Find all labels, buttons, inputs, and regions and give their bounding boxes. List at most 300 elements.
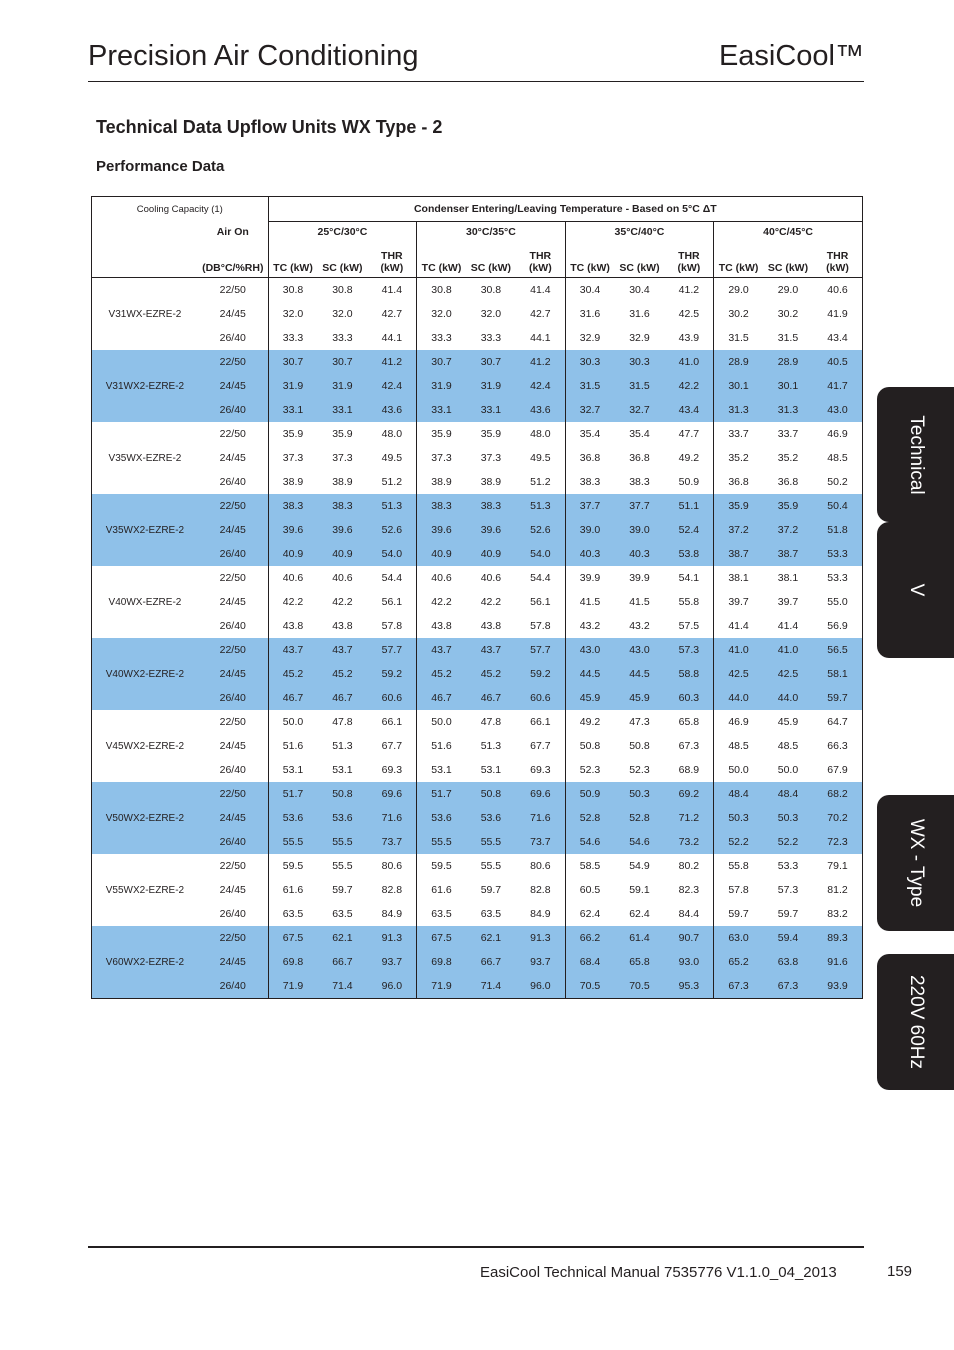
side-tab-220v-60hz[interactable] — [877, 954, 954, 1090]
value-cell: 31.9 — [268, 374, 317, 398]
value-cell: 50.0 — [417, 710, 466, 734]
value-cell: 39.0 — [614, 518, 664, 542]
value-cell: 40.5 — [813, 350, 862, 374]
value-cell: 30.3 — [565, 350, 614, 374]
model-name-cell: V45WX2-EZRE-2 — [105, 740, 185, 752]
value-cell: 61.6 — [268, 878, 317, 902]
value-cell: 53.1 — [268, 758, 317, 782]
value-cell: 33.1 — [268, 398, 317, 422]
value-cell: 67.5 — [417, 926, 466, 950]
table-row — [92, 638, 863, 662]
value-cell: 45.2 — [317, 662, 367, 686]
value-cell: 62.1 — [466, 926, 516, 950]
value-cell: 48.0 — [530, 428, 551, 440]
header-divider — [88, 81, 864, 82]
value-cell: 31.9 — [466, 374, 516, 398]
table-row — [92, 878, 863, 902]
value-cell: 59.7 — [714, 902, 763, 926]
value-cell: 35.9 — [417, 422, 466, 446]
value-cell: 42.4 — [516, 374, 565, 398]
value-cell: 33.1 — [466, 398, 516, 422]
value-cell: 53.6 — [466, 806, 516, 830]
value-cell: 54.4 — [530, 572, 551, 584]
value-cell: 61.6 — [417, 878, 466, 902]
side-tab-wx-type[interactable] — [877, 795, 954, 931]
model-name-cell: V40WX2-EZRE-2 — [92, 638, 198, 710]
value-cell: 38.3 — [317, 494, 367, 518]
value-cell: 73.2 — [665, 830, 714, 854]
value-cell: 67.7 — [381, 740, 403, 752]
value-cell: 52.3 — [565, 758, 614, 782]
value-cell: 48.4 — [714, 782, 763, 806]
value-cell: 53.6 — [317, 806, 367, 830]
value-cell: 55.5 — [268, 830, 317, 854]
air-on-cell: 26/40 — [198, 398, 268, 422]
value-cell: 32.7 — [565, 398, 614, 422]
value-cell: 50.3 — [763, 806, 813, 830]
value-cell: 41.7 — [813, 374, 862, 398]
value-cell: 43.8 — [332, 620, 353, 632]
value-cell: 48.4 — [763, 782, 813, 806]
air-on-cell: 26/40 — [198, 830, 268, 854]
table-row — [92, 326, 863, 350]
value-cell: 57.7 — [516, 638, 565, 662]
footer-text: EasiCool Technical Manual 7535776 V1.1.0_04_2013 — [480, 1264, 837, 1281]
air-on-cell: 22/50 — [198, 782, 268, 806]
value-cell: 40.6 — [268, 566, 317, 590]
value-cell: 84.4 — [678, 908, 700, 920]
temp-group-header: 40°C/45°C — [714, 222, 863, 243]
value-cell: 60.6 — [516, 686, 565, 710]
value-cell: 46.9 — [827, 428, 848, 440]
side-tab-label: Technical — [905, 414, 927, 495]
value-cell: 36.8 — [565, 446, 614, 470]
table-row — [92, 926, 863, 950]
model-name-cell: V50WX2-EZRE-2 — [92, 782, 198, 854]
value-cell: 63.8 — [763, 950, 813, 974]
model-name-cell: V55WX2-EZRE-2 — [105, 884, 185, 896]
value-cell: 41.5 — [629, 596, 650, 608]
col-thr: THR (kW) — [826, 250, 849, 274]
value-cell: 71.2 — [665, 806, 714, 830]
value-cell: 45.9 — [614, 686, 664, 710]
value-cell: 63.5 — [332, 908, 353, 920]
value-cell: 40.6 — [827, 284, 848, 296]
value-cell: 41.0 — [714, 638, 763, 662]
value-cell: 35.9 — [714, 494, 763, 518]
air-on-cell: 22/50 — [198, 350, 268, 374]
value-cell: 69.6 — [516, 782, 565, 806]
value-cell: 28.9 — [714, 350, 763, 374]
value-cell: 52.3 — [629, 764, 650, 776]
value-cell: 30.8 — [480, 284, 502, 296]
value-cell: 59.7 — [813, 686, 862, 710]
table-row — [92, 614, 863, 638]
table-row — [92, 806, 863, 830]
value-cell: 33.3 — [480, 332, 502, 344]
value-cell: 53.6 — [417, 806, 466, 830]
value-cell: 42.5 — [714, 662, 763, 686]
air-on-cell: 24/45 — [198, 806, 268, 830]
value-cell: 31.6 — [629, 308, 650, 320]
air-on-cell: 22/50 — [219, 572, 246, 584]
value-cell: 52.4 — [665, 518, 714, 542]
value-cell: 51.3 — [368, 494, 417, 518]
value-cell: 44.5 — [565, 662, 614, 686]
value-cell: 53.1 — [480, 764, 502, 776]
table-row — [92, 710, 863, 734]
value-cell: 35.9 — [763, 494, 813, 518]
value-cell: 66.3 — [827, 740, 848, 752]
value-cell: 42.7 — [530, 308, 551, 320]
value-cell: 80.2 — [678, 860, 700, 872]
value-cell: 33.1 — [417, 398, 466, 422]
value-cell: 53.1 — [332, 764, 353, 776]
value-cell: 56.9 — [827, 620, 848, 632]
table-row — [92, 446, 863, 470]
value-cell: 43.2 — [565, 614, 614, 638]
value-cell: 55.8 — [678, 596, 700, 608]
value-cell: 31.5 — [714, 326, 763, 350]
table-row — [92, 494, 863, 518]
air-on-cell: 24/45 — [219, 452, 246, 464]
value-cell: 38.3 — [417, 494, 466, 518]
table-row — [92, 374, 863, 398]
value-cell: 39.9 — [565, 566, 614, 590]
value-cell: 37.3 — [332, 452, 353, 464]
value-cell: 58.1 — [813, 662, 862, 686]
table-row — [92, 782, 863, 806]
value-cell: 35.2 — [714, 446, 763, 470]
value-cell: 93.9 — [813, 974, 862, 999]
value-cell: 32.9 — [565, 326, 614, 350]
value-cell: 39.7 — [777, 596, 799, 608]
table-row — [92, 974, 863, 999]
value-cell: 35.9 — [268, 422, 317, 446]
model-name-cell: V35WX2-EZRE-2 — [92, 494, 198, 566]
value-cell: 62.4 — [565, 902, 614, 926]
col-tc: TC (kW) — [714, 242, 763, 278]
value-cell: 68.9 — [678, 764, 700, 776]
section-title: Technical Data Upflow Units WX Type - 2 — [96, 117, 443, 137]
value-cell: 82.8 — [381, 884, 403, 896]
value-cell: 67.9 — [827, 764, 848, 776]
air-on-cell: 22/50 — [219, 860, 246, 872]
value-cell: 45.2 — [466, 662, 516, 686]
table-row — [92, 302, 863, 326]
table-row — [92, 902, 863, 926]
value-cell: 40.9 — [268, 542, 317, 566]
value-cell: 28.9 — [763, 350, 813, 374]
value-cell: 67.3 — [678, 740, 700, 752]
value-cell: 55.5 — [417, 830, 466, 854]
model-name-cell: V60WX2-EZRE-2 — [92, 926, 198, 999]
air-on-cell: 26/40 — [219, 332, 246, 344]
value-cell: 36.8 — [714, 470, 763, 494]
value-cell: 40.9 — [466, 542, 516, 566]
value-cell: 67.3 — [714, 974, 763, 999]
value-cell: 65.8 — [678, 716, 700, 728]
value-cell: 51.2 — [530, 476, 551, 488]
value-cell: 65.8 — [614, 950, 664, 974]
value-cell: 55.0 — [827, 596, 848, 608]
value-cell: 63.0 — [714, 926, 763, 950]
value-cell: 44.5 — [614, 662, 664, 686]
value-cell: 71.4 — [466, 974, 516, 999]
value-cell: 57.7 — [368, 638, 417, 662]
value-cell: 82.8 — [530, 884, 551, 896]
value-cell: 35.4 — [565, 422, 614, 446]
value-cell: 59.1 — [629, 884, 650, 896]
value-cell: 42.5 — [763, 662, 813, 686]
air-on-cell: 26/40 — [198, 974, 268, 999]
value-cell: 66.7 — [466, 950, 516, 974]
col-thr: THR (kW) — [528, 250, 552, 274]
value-cell: 51.3 — [332, 740, 353, 752]
value-cell: 52.6 — [368, 518, 417, 542]
value-cell: 91.3 — [516, 926, 565, 950]
value-cell: 42.2 — [665, 374, 714, 398]
value-cell: 63.5 — [417, 902, 466, 926]
value-cell: 39.6 — [466, 518, 516, 542]
side-tab-v[interactable] — [877, 522, 954, 658]
value-cell: 91.6 — [813, 950, 862, 974]
col-sc: SC (kW) — [470, 262, 512, 274]
air-on-cell: 24/45 — [219, 596, 246, 608]
value-cell: 51.6 — [417, 734, 466, 758]
value-cell: 37.7 — [614, 494, 664, 518]
value-cell: 55.5 — [466, 830, 516, 854]
value-cell: 54.4 — [381, 572, 403, 584]
table-row — [92, 686, 863, 710]
air-on-cell: 26/40 — [219, 908, 246, 920]
value-cell: 36.8 — [777, 476, 799, 488]
value-cell: 53.3 — [777, 860, 799, 872]
value-cell: 43.4 — [827, 332, 848, 344]
value-cell: 54.6 — [565, 830, 614, 854]
page-header-title: Precision Air Conditioning — [88, 40, 419, 72]
side-tab-label: V — [905, 583, 927, 597]
value-cell: 30.4 — [565, 278, 614, 303]
value-cell: 81.2 — [827, 884, 848, 896]
air-on-cell: 22/50 — [198, 926, 268, 950]
value-cell: 42.2 — [332, 596, 353, 608]
value-cell: 51.8 — [813, 518, 862, 542]
value-cell: 67.5 — [268, 926, 317, 950]
value-cell: 39.6 — [417, 518, 466, 542]
value-cell: 29.0 — [714, 278, 763, 303]
value-cell: 38.9 — [480, 476, 502, 488]
air-on-cell: 22/50 — [219, 716, 246, 728]
value-cell: 50.8 — [317, 782, 367, 806]
value-cell: 39.9 — [629, 572, 650, 584]
value-cell: 41.4 — [381, 284, 403, 296]
air-on-cell: 26/40 — [219, 476, 246, 488]
value-cell: 40.9 — [317, 542, 367, 566]
table-row — [92, 662, 863, 686]
value-cell: 38.7 — [714, 542, 763, 566]
side-tab-label: WX - Type — [905, 818, 927, 908]
air-on-cell: 26/40 — [219, 620, 246, 632]
value-cell: 32.0 — [332, 308, 353, 320]
value-cell: 71.6 — [516, 806, 565, 830]
table-row — [92, 758, 863, 782]
value-cell: 38.7 — [763, 542, 813, 566]
value-cell: 43.0 — [614, 638, 664, 662]
value-cell: 38.9 — [417, 470, 466, 494]
value-cell: 30.8 — [332, 284, 353, 296]
page-header-brand: EasiCool™ — [718, 40, 864, 72]
value-cell: 30.2 — [714, 302, 763, 326]
value-cell: 31.5 — [777, 332, 799, 344]
value-cell: 43.8 — [417, 614, 466, 638]
table-row — [92, 734, 863, 758]
value-cell: 31.3 — [763, 398, 813, 422]
side-tab-technical[interactable] — [877, 387, 954, 522]
value-cell: 37.2 — [763, 518, 813, 542]
value-cell: 38.3 — [268, 494, 317, 518]
air-on-unit: (DB°C/%RH) — [202, 262, 264, 274]
value-cell: 40.3 — [565, 542, 614, 566]
value-cell: 71.9 — [268, 974, 317, 999]
value-cell: 42.2 — [417, 590, 466, 614]
value-cell: 70.2 — [813, 806, 862, 830]
value-cell: 69.8 — [417, 950, 466, 974]
table-row — [92, 518, 863, 542]
value-cell: 37.7 — [565, 494, 614, 518]
value-cell: 43.2 — [629, 620, 650, 632]
value-cell: 45.9 — [565, 686, 614, 710]
condenser-temp-header: Condenser Entering/Leaving Temperature - Based on 5°C ΔT — [268, 197, 862, 222]
value-cell: 53.3 — [813, 542, 862, 566]
value-cell: 57.8 — [714, 878, 763, 902]
value-cell: 68.4 — [565, 950, 614, 974]
value-cell: 52.2 — [763, 830, 813, 854]
value-cell: 31.5 — [614, 374, 664, 398]
value-cell: 43.7 — [317, 638, 367, 662]
value-cell: 66.1 — [530, 716, 551, 728]
temp-group-header: 30°C/35°C — [417, 222, 566, 243]
value-cell: 80.6 — [381, 860, 403, 872]
model-name-cell: V40WX-EZRE-2 — [108, 596, 182, 608]
value-cell: 47.7 — [678, 428, 700, 440]
value-cell: 40.6 — [332, 572, 353, 584]
air-on-label: Air On — [216, 225, 249, 238]
value-cell: 66.1 — [381, 716, 403, 728]
value-cell: 41.2 — [678, 284, 700, 296]
value-cell: 66.2 — [565, 926, 614, 950]
air-on-cell: 22/50 — [219, 428, 246, 440]
col-sc: SC (kW) — [322, 262, 363, 274]
value-cell: 48.5 — [777, 740, 799, 752]
value-cell: 31.9 — [317, 374, 367, 398]
value-cell: 33.7 — [714, 422, 763, 446]
value-cell: 52.2 — [714, 830, 763, 854]
value-cell: 39.0 — [565, 518, 614, 542]
value-cell: 38.9 — [332, 476, 353, 488]
value-cell: 30.7 — [317, 350, 367, 374]
value-cell: 62.1 — [317, 926, 367, 950]
value-cell: 41.0 — [665, 350, 714, 374]
value-cell: 32.7 — [614, 398, 664, 422]
air-on-cell: 24/45 — [219, 308, 246, 320]
value-cell: 32.0 — [268, 302, 317, 326]
value-cell: 37.3 — [268, 446, 317, 470]
footer-divider — [88, 1246, 864, 1248]
value-cell: 46.7 — [466, 686, 516, 710]
value-cell: 73.7 — [516, 830, 565, 854]
value-cell: 52.8 — [614, 806, 664, 830]
col-thr: THR (kW) — [677, 250, 701, 274]
col-tc: TC (kW) — [417, 242, 466, 278]
value-cell: 54.1 — [678, 572, 700, 584]
value-cell: 42.4 — [368, 374, 417, 398]
side-tab-label: 220V 60Hz — [905, 974, 927, 1070]
table-row — [92, 590, 863, 614]
value-cell: 69.3 — [381, 764, 403, 776]
value-cell: 46.7 — [417, 686, 466, 710]
value-cell: 90.7 — [665, 926, 714, 950]
value-cell: 70.5 — [565, 974, 614, 999]
value-cell: 47.8 — [332, 716, 353, 728]
value-cell: 70.5 — [614, 974, 664, 999]
value-cell: 48.5 — [827, 452, 848, 464]
value-cell: 52.8 — [565, 806, 614, 830]
table-row — [92, 566, 863, 590]
value-cell: 33.7 — [777, 428, 799, 440]
value-cell: 50.4 — [813, 494, 862, 518]
value-cell: 38.9 — [268, 470, 317, 494]
col-thr: THR (kW) — [380, 250, 404, 274]
value-cell: 91.3 — [368, 926, 417, 950]
value-cell: 32.9 — [629, 332, 650, 344]
value-cell: 32.0 — [480, 308, 502, 320]
value-cell: 30.3 — [614, 350, 664, 374]
value-cell: 43.0 — [813, 398, 862, 422]
table-row — [92, 854, 863, 878]
value-cell: 31.5 — [565, 374, 614, 398]
value-cell: 32.0 — [417, 302, 466, 326]
value-cell: 67.7 — [530, 740, 551, 752]
air-on-cell: 24/45 — [198, 374, 268, 398]
value-cell: 63.5 — [480, 908, 502, 920]
value-cell: 43.4 — [665, 398, 714, 422]
value-cell: 61.4 — [614, 926, 664, 950]
value-cell: 62.4 — [629, 908, 650, 920]
value-cell: 71.4 — [317, 974, 367, 999]
value-cell: 80.6 — [530, 860, 551, 872]
page-number: 159 — [887, 1263, 913, 1280]
air-on-cell: 22/50 — [198, 638, 268, 662]
value-cell: 38.3 — [565, 470, 614, 494]
table-row — [92, 350, 863, 374]
value-cell: 30.7 — [466, 350, 516, 374]
value-cell: 84.9 — [530, 908, 551, 920]
value-cell: 59.7 — [480, 884, 502, 896]
value-cell: 41.2 — [368, 350, 417, 374]
value-cell: 39.6 — [317, 518, 367, 542]
value-cell: 56.5 — [813, 638, 862, 662]
value-cell: 51.7 — [268, 782, 317, 806]
model-name-cell: V31WX2-EZRE-2 — [92, 350, 198, 422]
value-cell: 39.6 — [268, 518, 317, 542]
air-on-cell: 26/40 — [219, 764, 246, 776]
value-cell: 38.1 — [714, 566, 763, 590]
value-cell: 33.3 — [268, 326, 317, 350]
value-cell: 49.5 — [381, 452, 403, 464]
value-cell: 47.8 — [480, 716, 502, 728]
value-cell: 45.9 — [777, 716, 799, 728]
